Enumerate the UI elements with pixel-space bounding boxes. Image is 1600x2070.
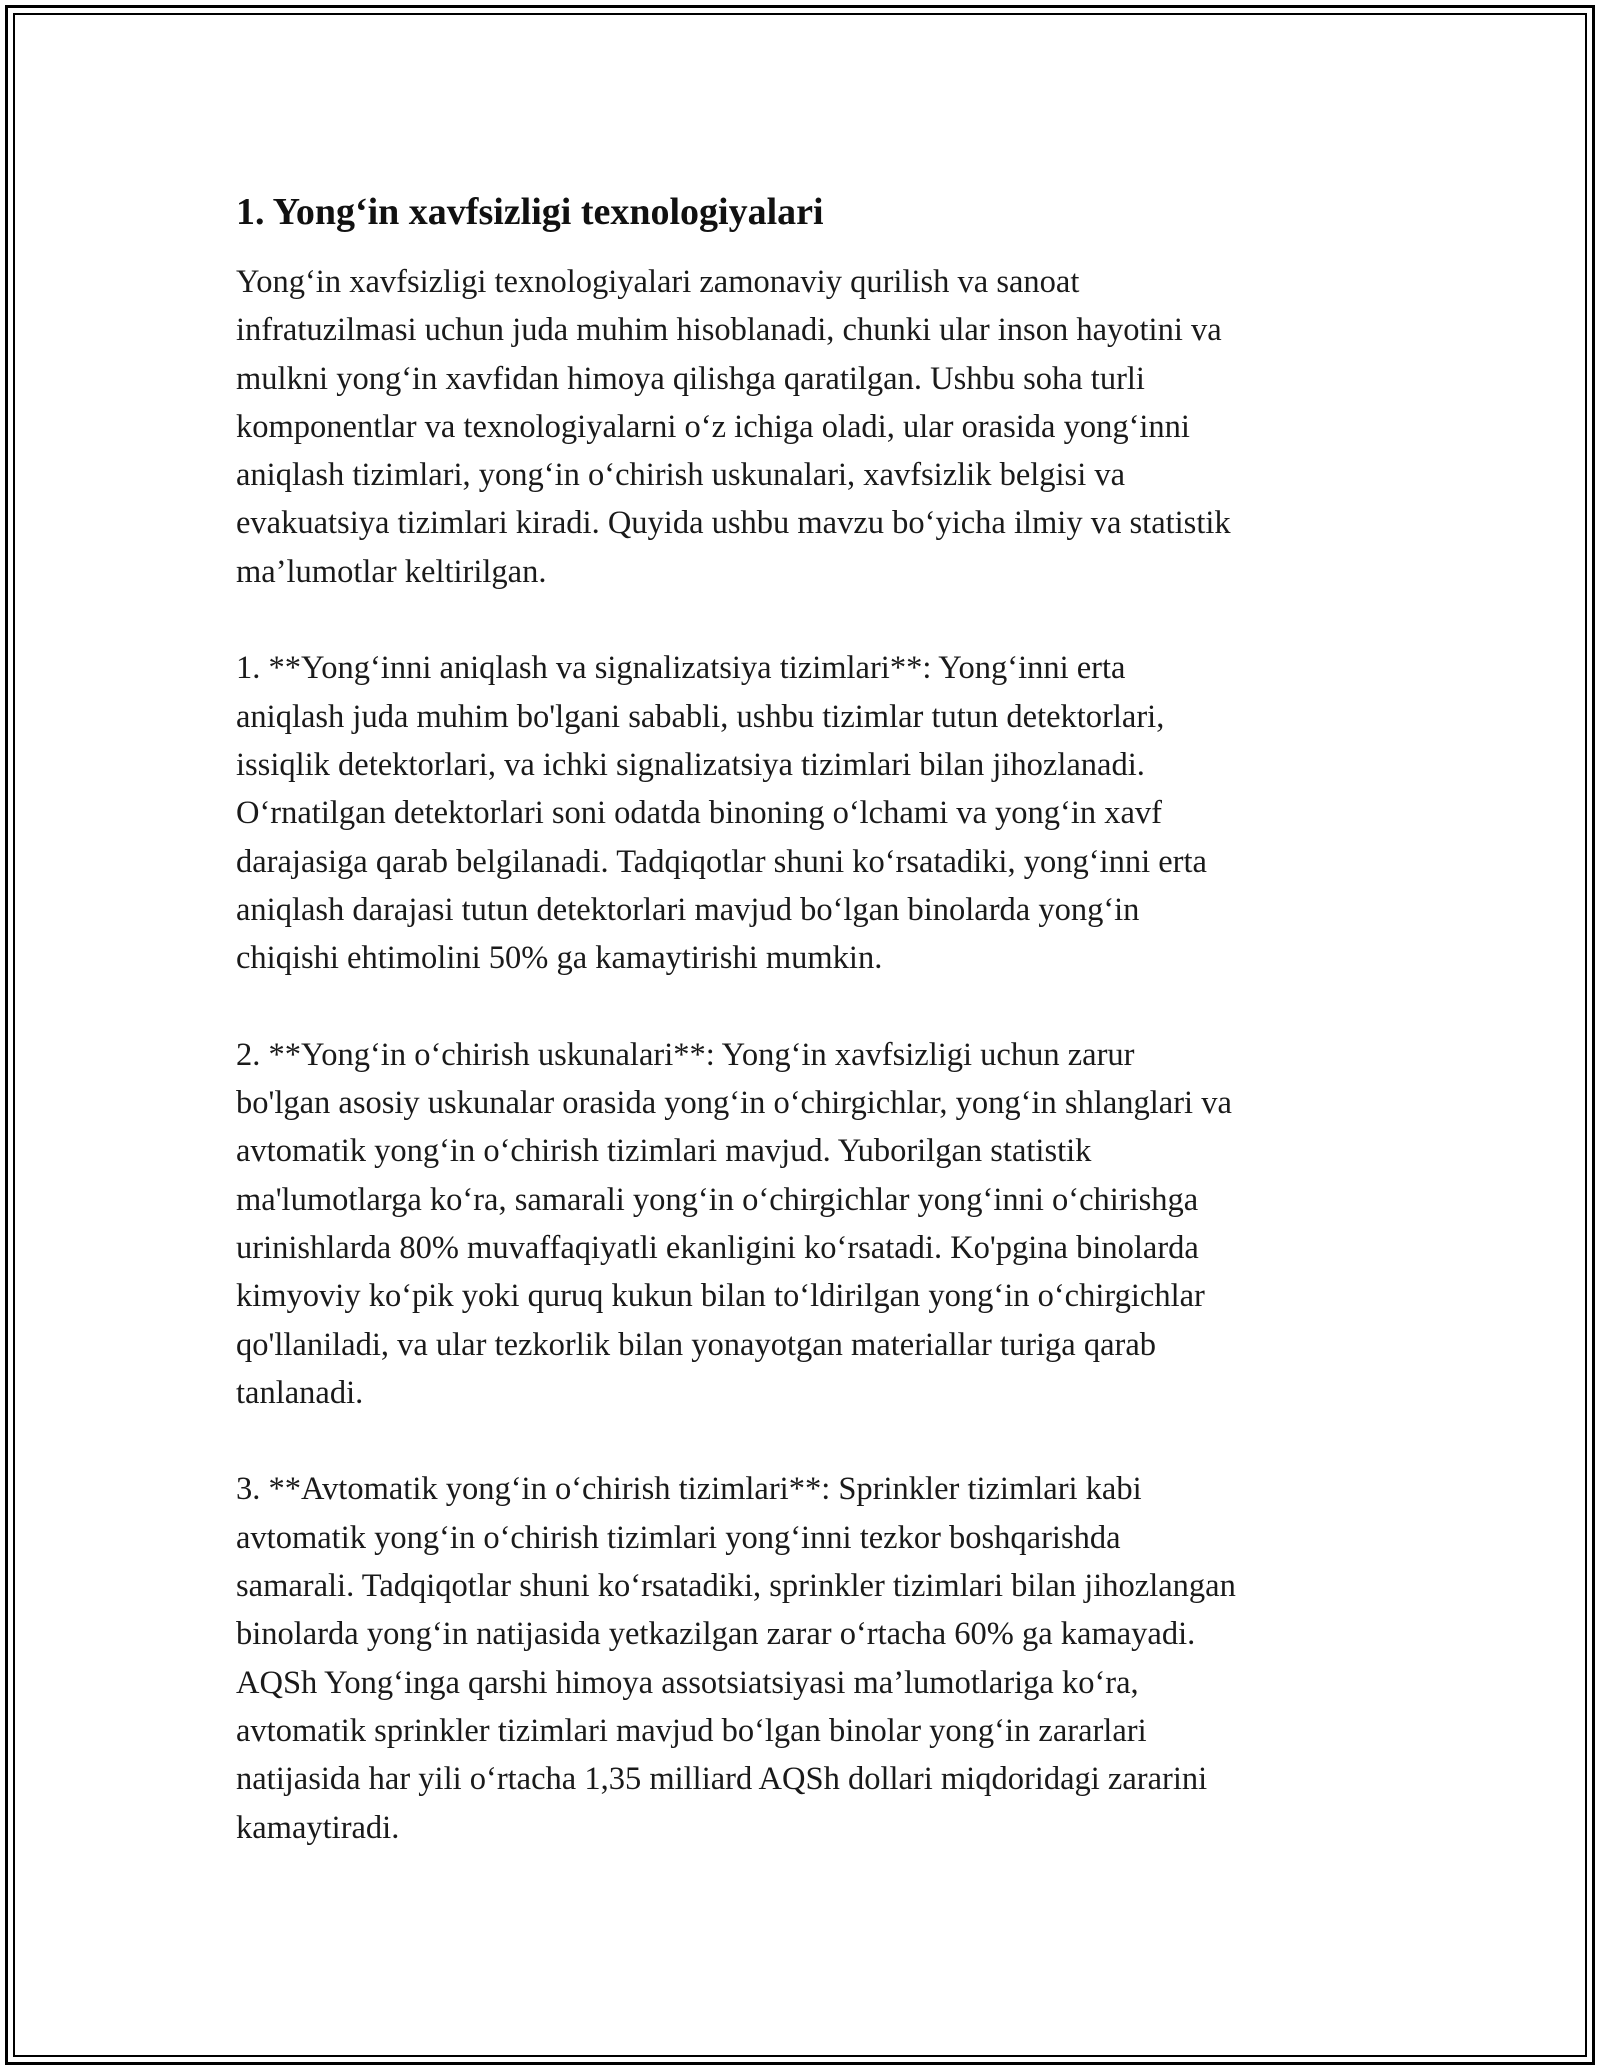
section-heading: 1. Yong‘in xavfsizligi texnologiyalari (236, 191, 824, 233)
extinguishing-equipment-paragraph: 2. **Yong‘in o‘chirish uskunalari**: Yong‘in xavfsizligi uchun zarur bo'lgan asosiy uskunalar orasida yong‘in o‘chirgichlar, yong‘in shlanglari va avtomatik yong‘in o‘chirish tizimlari mavjud. Yuborilgan statistik ma'lumotlarga ko‘ra, samarali yong‘in o‘chirgichlar yong‘inni o‘chirishga urinishlarda 80% muvaffaqiyatli ekanligini ko‘rsatadi. Ko'pgina binolarda kimyoviy ko‘pik yoki quruq kukun bilan to‘ldirilgan yong‘in o‘chirgichlar qo'llaniladi, va ular tezkorlik bilan yonayotgan materiallar turiga qarab tanlanadi. (236, 1036, 1232, 1411)
detection-systems-paragraph: 1. **Yong‘inni aniqlash va signalizatsiya tizimlari**: Yong‘inni erta aniqlash juda muhim bo'lgani sababli, ushbu tizimlar tutun detektorlari, issiqlik detektorlari, va ichki signalizatsiya tizimlari bilan jihozlanadi. O‘rnatilgan detektorlari soni odatda binoning o‘lchami va yong‘in xavf darajasiga qarab belgilanadi. Tadqiqotlar shuni ko‘rsatadiki, yong‘inni erta aniqlash darajasi tutun detektorlari mavjud bo‘lgan binolarda yong‘in chiqishi ehtimolini 50% ga kamaytirishi mumkin. (236, 650, 1207, 977)
intro-paragraph: Yong‘in xavfsizligi texnologiyalari zamonaviy qurilish va sanoat infratuzilmasi uchun juda muhim hisoblanadi, chunki ular inson hayotini va mulkni yong‘in xavfidan himoya qilishga qaratilgan. Ushbu soha turli komponentlar va texnologiyalarni o‘z ichiga oladi, ular orasida yong‘inni aniqlash tizimlari, yong‘in o‘chirish uskunalari, xavfsizlik belgisi va evakuatsiya tizimlari kiradi. Quyida ushbu mavzu bo‘yicha ilmiy va statistik ma’lumotlar keltirilgan. (236, 264, 1231, 590)
document-body (236, 188, 1376, 1900)
automatic-systems-paragraph: 3. **Avtomatik yong‘in o‘chirish tizimlari**: Sprinkler tizimlari kabi avtomatik yong‘in o‘chirish tizimlari yong‘inni tezkor boshqarishda samarali. Tadqiqotlar shuni ko‘rsatadiki, sprinkler tizimlari bilan jihozlangan binolarda yong‘in natijasida yetkazilgan zarar o‘rtacha 60% ga kamayadi. AQSh Yong‘inga qarshi himoya assotsiatsiyasi ma’lumotlariga ko‘ra, avtomatik sprinkler tizimlari mavjud bo‘lgan binolar yong‘in zararlari natijasida har yili o‘rtacha 1,35 milliard AQSh dollari miqdoridagi zararini kamaytiradi. (236, 1471, 1236, 1846)
